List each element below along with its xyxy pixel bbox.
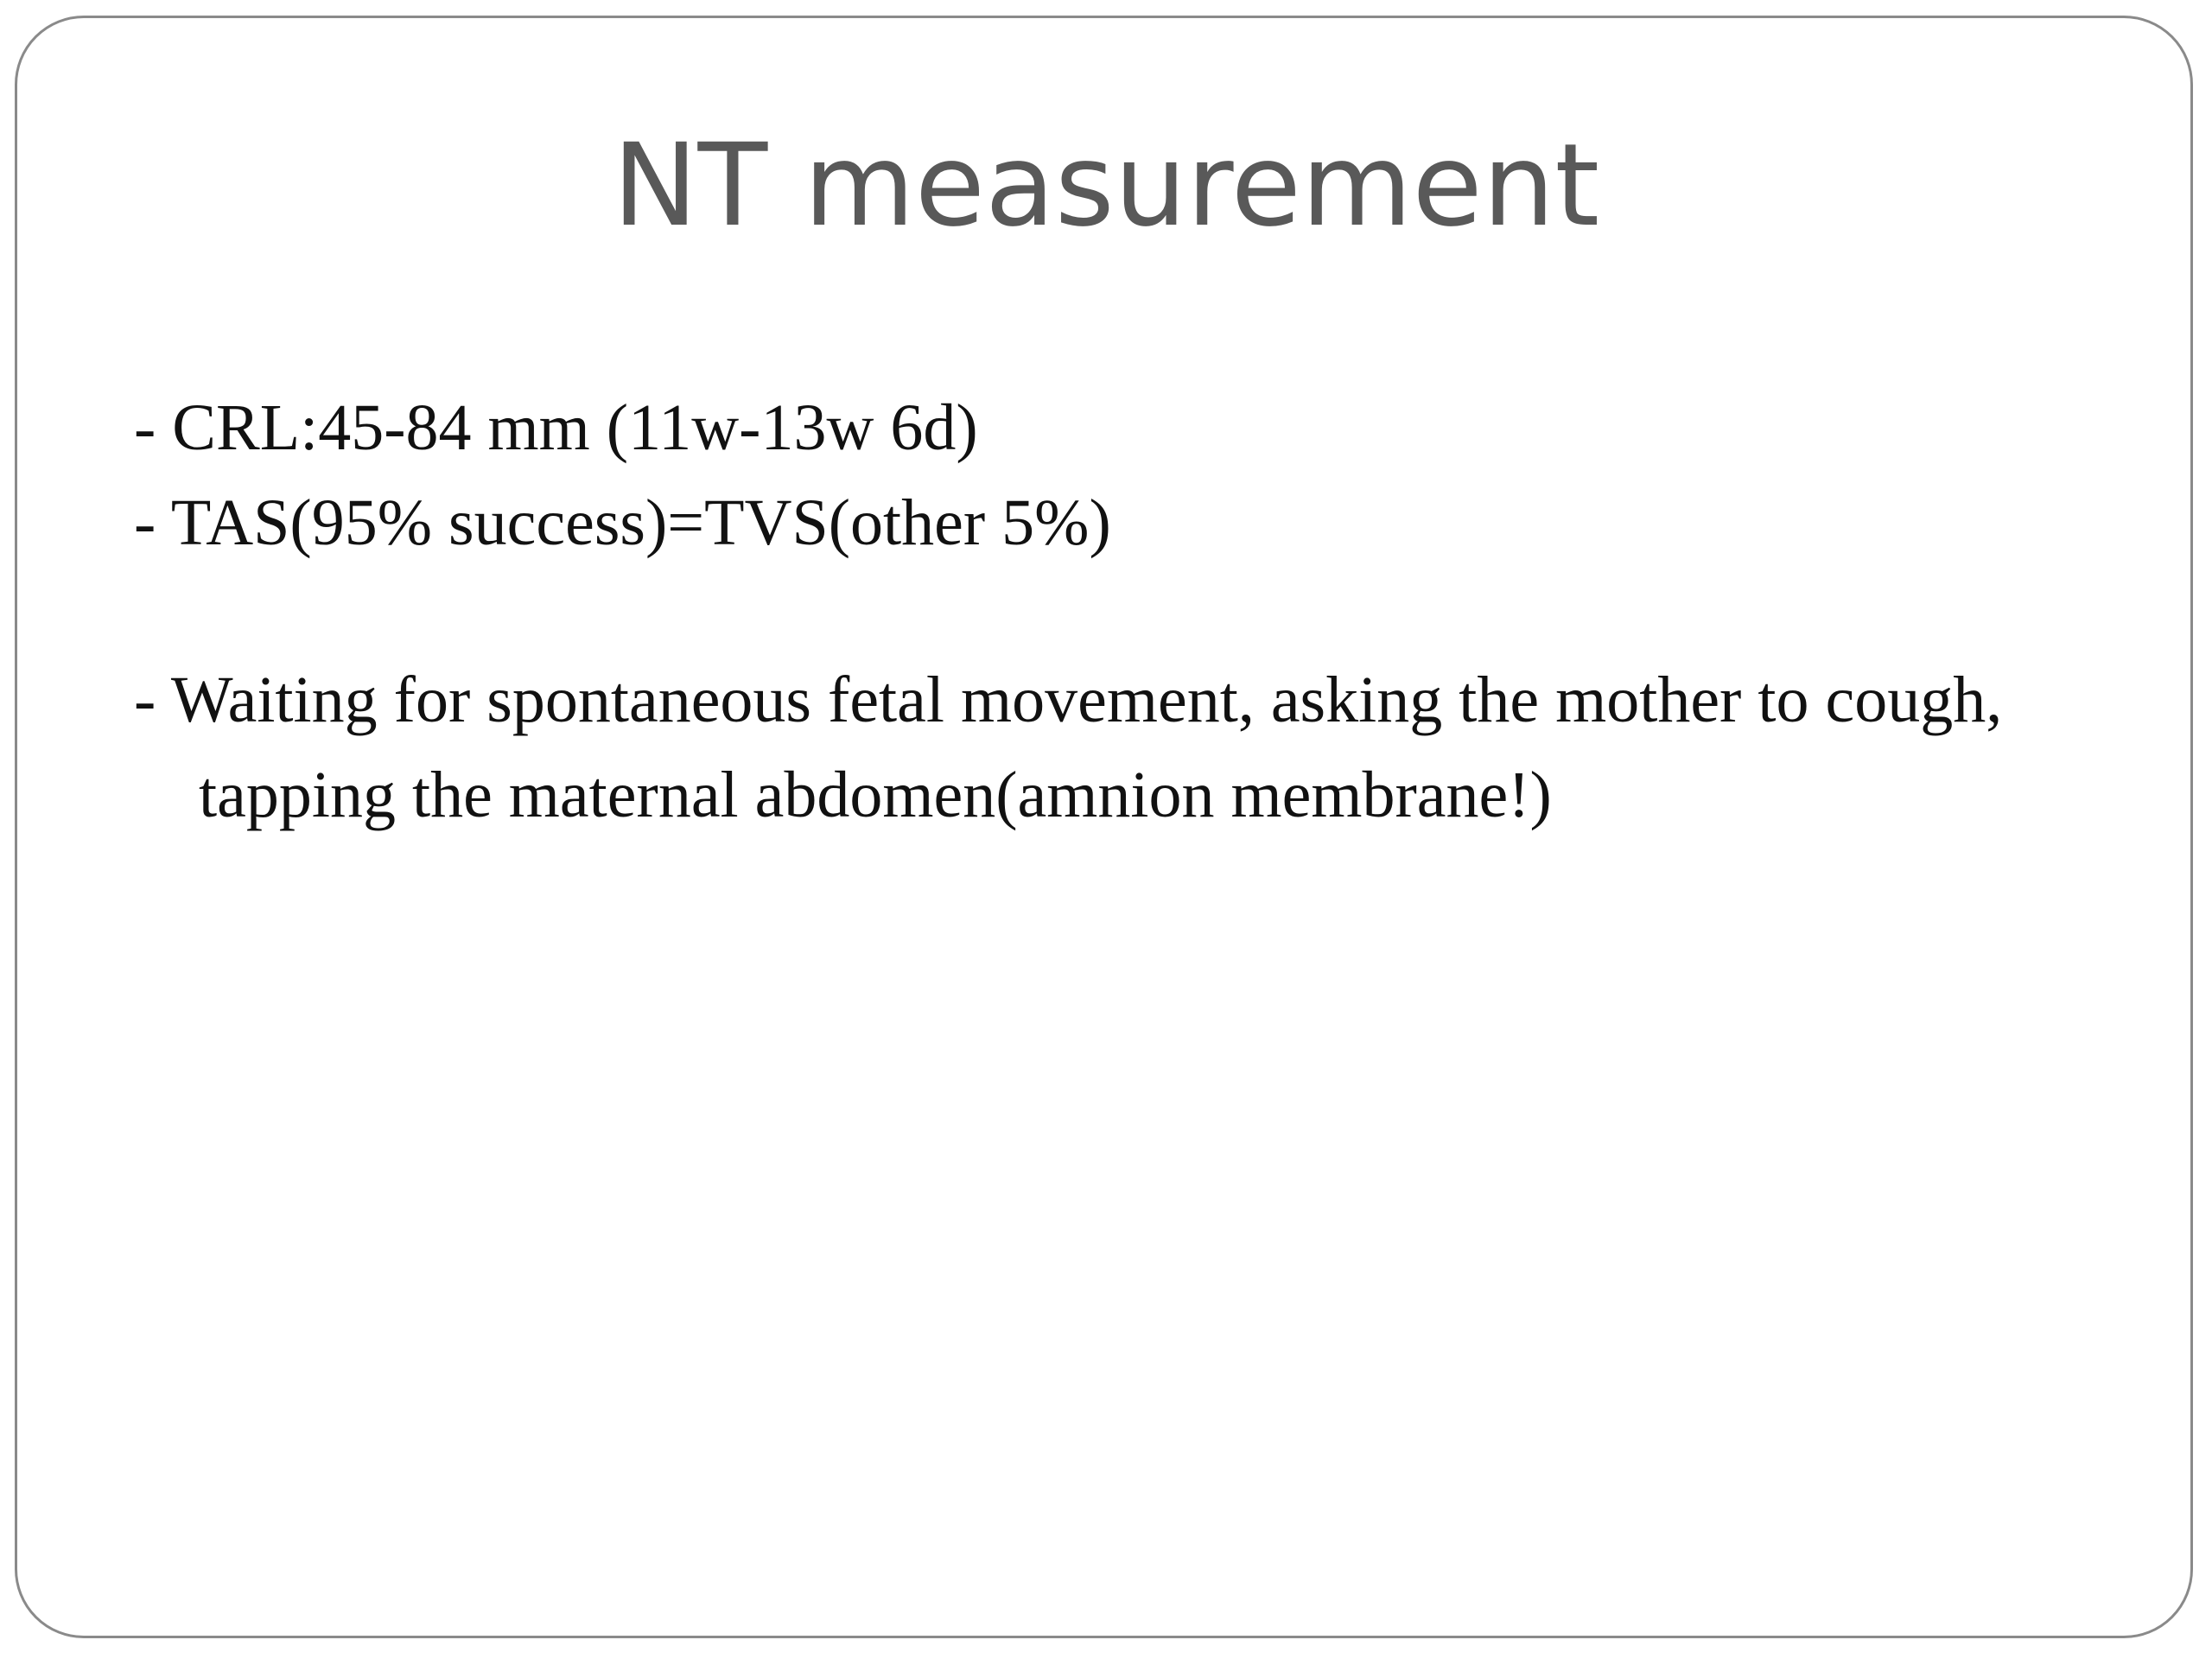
bullet-text-crl: - CRL:45-84 mm (11w-13w 6d) <box>134 391 978 464</box>
bullet-text-fetal-movement: - Waiting for spontaneous fetal movement, asking the mother to cough, tapping the maternal abdomen(amnion membrane!) <box>134 664 2003 831</box>
bullet-text-tas-tvs: - TAS(95% success)=TVS(other 5%) <box>134 486 1111 559</box>
bullet-list <box>134 380 2104 842</box>
slide-title: NT measurement <box>612 119 1600 252</box>
bullet-item-tas-tvs <box>134 475 2104 570</box>
bullet-item-crl <box>134 380 2104 475</box>
bullet-item-fetal-movement <box>134 652 2104 842</box>
